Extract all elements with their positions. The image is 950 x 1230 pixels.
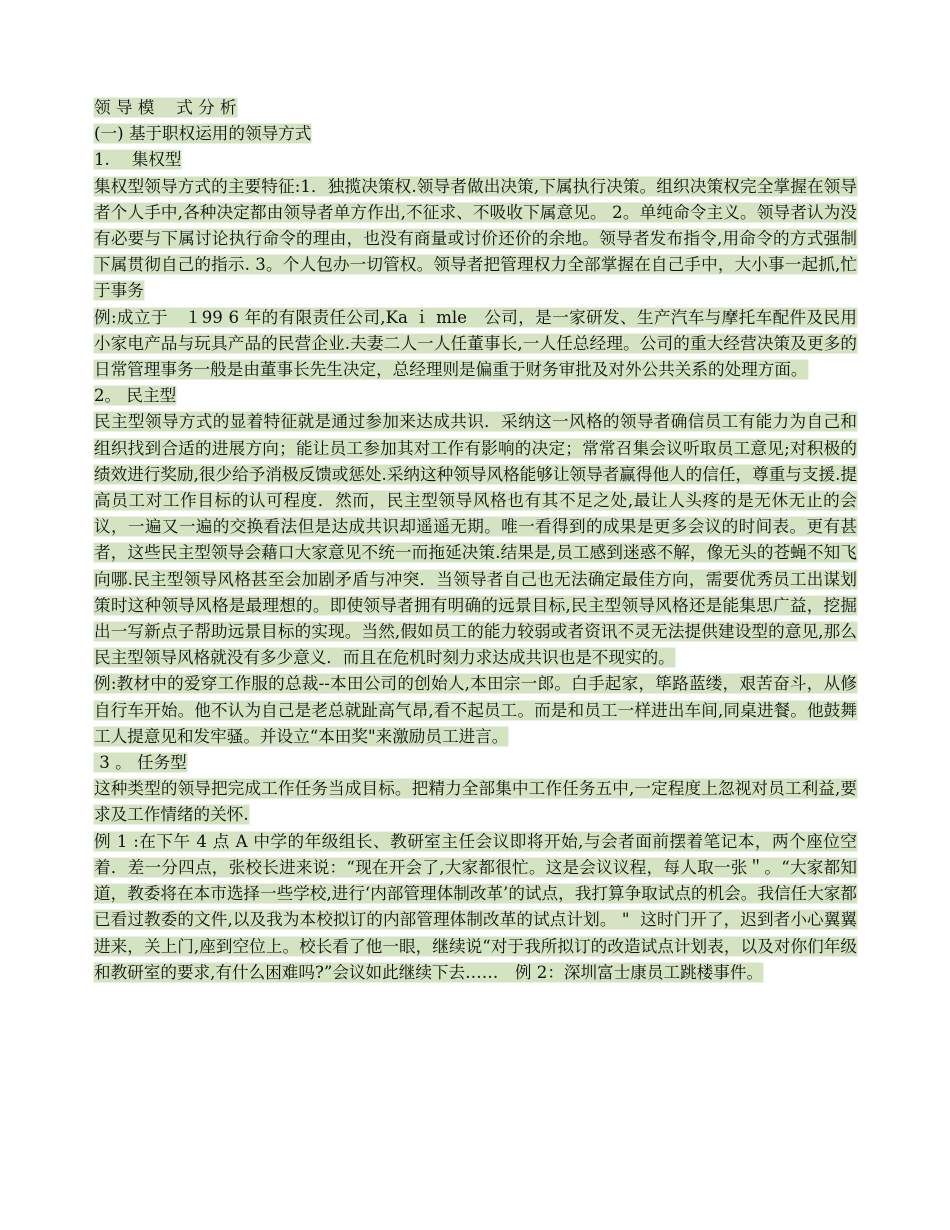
section-heading: (一) 基于职权运用的领导方式: [94, 124, 312, 144]
example-task-oriented: 例 1 :在下午 4 点 A 中学的年级组长、教研室主任会议即将开始,与会者面前摆着笔记本，两个座位空着．差一分四点，张校长进来说：“现在开会了,大家都很忙。这是会议议程，每人取一张＂。“大家都知道，教委将在本市选择一些学校,进行‘内部管理体制改革’的试点，我打算争取试点的机会。我信任大家都已看过教委的文件,以及我为本校拟订的内部管理体制改革的试点计划。 " 这时门开了，迟到者小心翼翼进来，关上门,座到空位上。校长看了他一眼，继续说“对于我所拟订的改造试点计划表，以及对你们年级和教研室的要求,有什么困难吗?”会议如此继续下去…… 例 2：深圳富士康员工跳楼事件。: [94, 831, 857, 982]
paragraph-centralized: 集权型领导方式的主要特征:1．独揽决策权.领导者做出决策,下属执行决策。组织决策权完全掌握在领导者个人手中,各种决定都由领导者单方作出,不征求、不吸收下属意见。 2。单纯命令主义。领导者认为没有必要与下属讨论执行命令的理由，也没有商量或讨价还价的余地。领导者发布指令,用命令的方式强制下属贯彻自己的指示. 3。个人包办一切管权。领导者把管理权力全部掌握在自己手中，大小事一起抓,忙于事务: [94, 176, 857, 301]
heading-centralized: 1. 集权型: [94, 150, 182, 170]
document-title: 领 导 模 式 分 析: [94, 98, 237, 117]
heading-task-oriented: 3 。 任务型: [94, 753, 187, 773]
paragraph-democratic: 民主型领导方式的显着特征就是通过参加来达成共识．采纳这一风格的领导者确信员工有能力为自己和组织找到合适的进展方向；能让员工参加其对工作有影响的决定；常常召集会议听取员工意见;对积极的绩效进行奖励,很少给予消极反馈或惩处.采纳这种领导风格能够让领导者赢得他人的信任，尊重与支援.提高员工对工作目标的认可程度．然而，民主型领导风格也有其不足之处,最让人头疼的是无休无止的会议，一遍又一遍的交换看法但是达成共识却遥遥无期。唯一看得到的成果是更多会议的时间表。更有甚者，这些民主型领导会藉口大家意见不统一而拖延决策.结果是,员工感到迷惑不解，像无头的苍蝇不知飞向哪.民主型领导风格甚至会加剧矛盾与冲突．当领导者自己也无法确定最佳方向，需要优秀员工出谋划策时这种领导风格是最理想的。即使领导者拥有明确的远景目标,民主型领导风格还是能集思广益，挖掘出一写新点子帮助远景目标的实现。当然,假如员工的能力较弱或者资讯不灵无法提供建设型的意见,那么民主型领导风格就没有多少意义．而且在危机时刻力求达成共识也是不现实的。: [94, 412, 857, 668]
document-body: [94, 95, 857, 986]
example-democratic: 例:教材中的爱穿工作服的总裁--本田公司的创始人,本田宗一郎。白手起家，筚路蓝缕，艰苦奋斗，从修自行车开始。他不认为自己是老总就趾高气昂,看不起员工。而是和员工一样进出车间,同桌进餐。他鼓舞工人提意见和发牢骚。并设立“本田奖"来激励员工进言。: [94, 674, 857, 746]
example-centralized: 例:成立于 １99 6 年的有限责任公司,Ka ｉ mle 公司，是一家研发、生产汽车与摩托车配件及民用小家电产品与玩具产品的民营企业.夫妻二人一人任董事长,一人任总经理。公司的重大经营决策及更多的日常管理事务一般是由董事长先生决定，总经理则是偏重于财务审批及对外公共关系的处理方面。: [94, 307, 857, 380]
heading-democratic: 2。 民主型: [94, 386, 177, 406]
paragraph-task-oriented: 这种类型的领导把完成工作任务当成目标。把精力全部集中工作任务五中,一定程度上忽视对员工利益,要求及工作情绪的关怀.: [94, 779, 857, 825]
